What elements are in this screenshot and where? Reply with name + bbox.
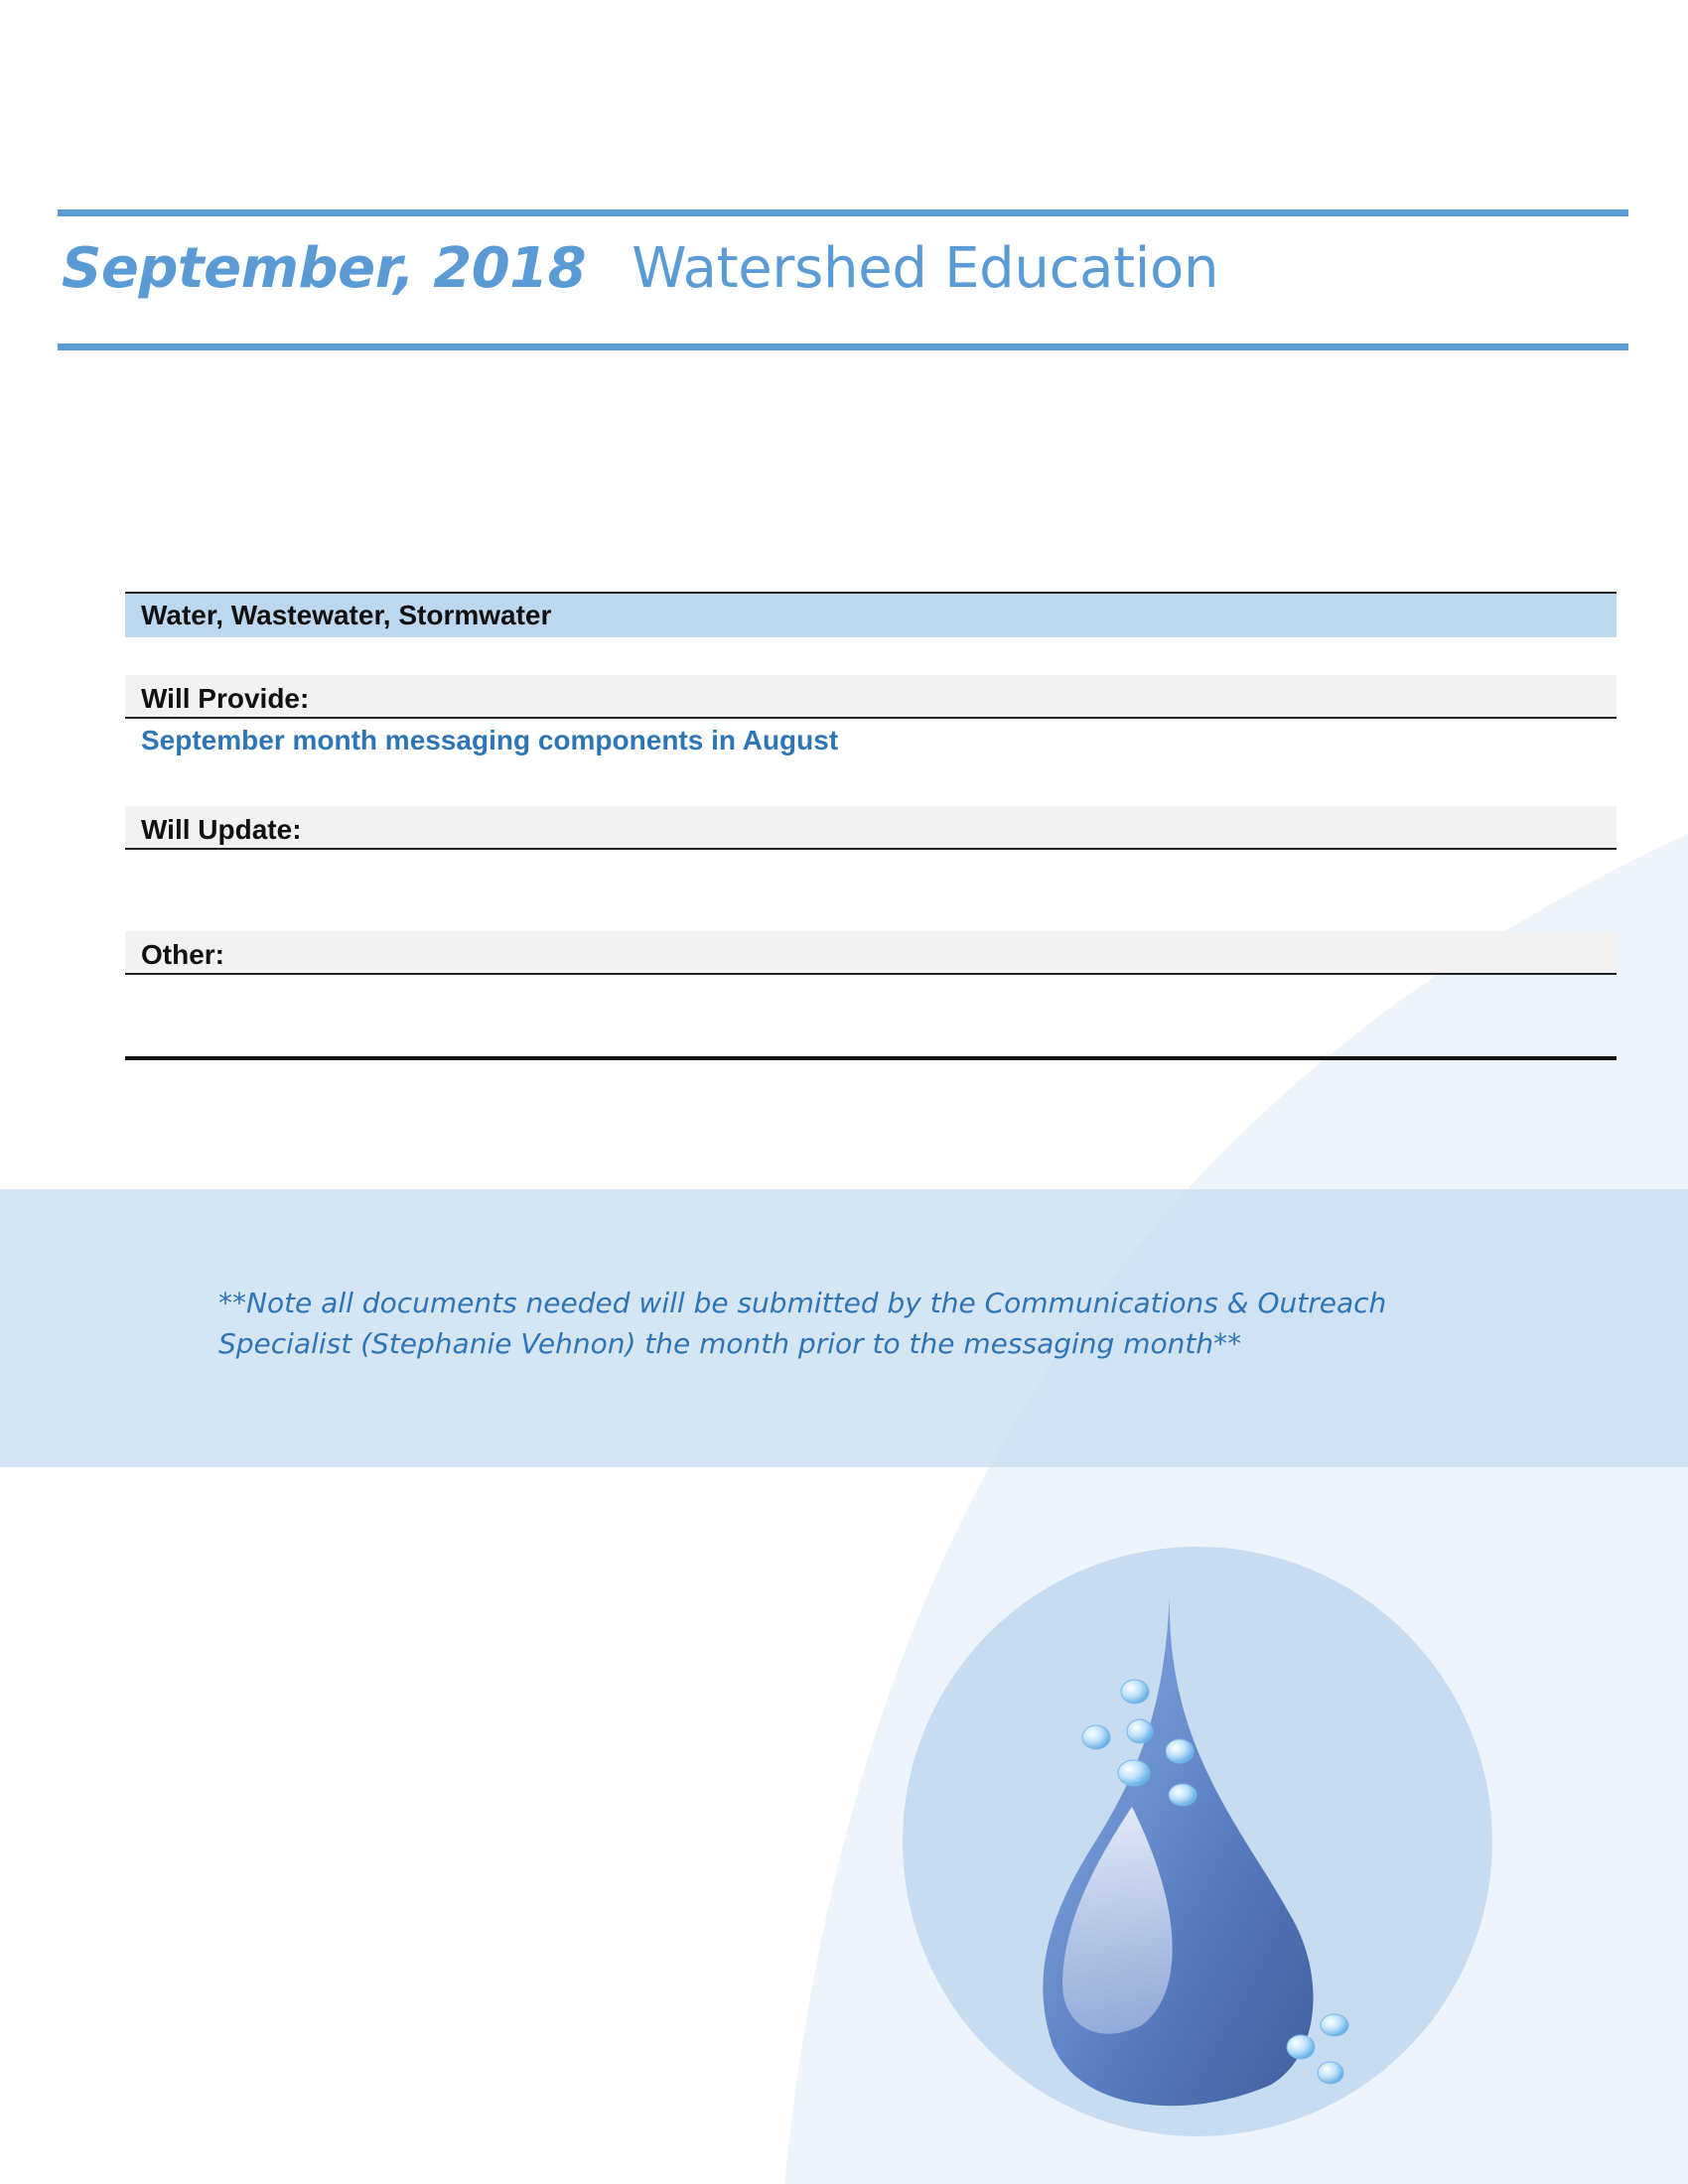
category-label: Water, Wastewater, Stormwater: [141, 600, 552, 630]
section-label-update: [125, 806, 1617, 850]
title-month: September, 2018: [62, 236, 587, 301]
other-label: Other:: [141, 939, 224, 970]
form-table: [125, 592, 1617, 1060]
page-title: [62, 236, 1218, 316]
section-value-other: [125, 975, 1617, 1056]
section-label-provide: [125, 675, 1617, 719]
note-line-1: **Note all documents needed will be submitted by the Communications & Outreach: [218, 1287, 1387, 1319]
category-row: [125, 594, 1617, 637]
table-bottom-border: [125, 1056, 1617, 1060]
provide-label: Will Provide:: [141, 683, 310, 714]
header-rule-top: [58, 209, 1628, 216]
note: [218, 1283, 1410, 1364]
section-value-provide: [125, 719, 1617, 806]
note-line-2: Specialist (Stephanie Vehnon) the month prior to the messaging month**: [218, 1327, 1242, 1360]
title-name: Watershed Education: [632, 236, 1219, 301]
section-label-other: [125, 931, 1617, 975]
update-label: Will Update:: [141, 814, 302, 845]
provide-value: September month messaging components in August: [141, 725, 839, 755]
section-value-update: [125, 850, 1617, 931]
header-rule-bottom: [58, 343, 1628, 350]
